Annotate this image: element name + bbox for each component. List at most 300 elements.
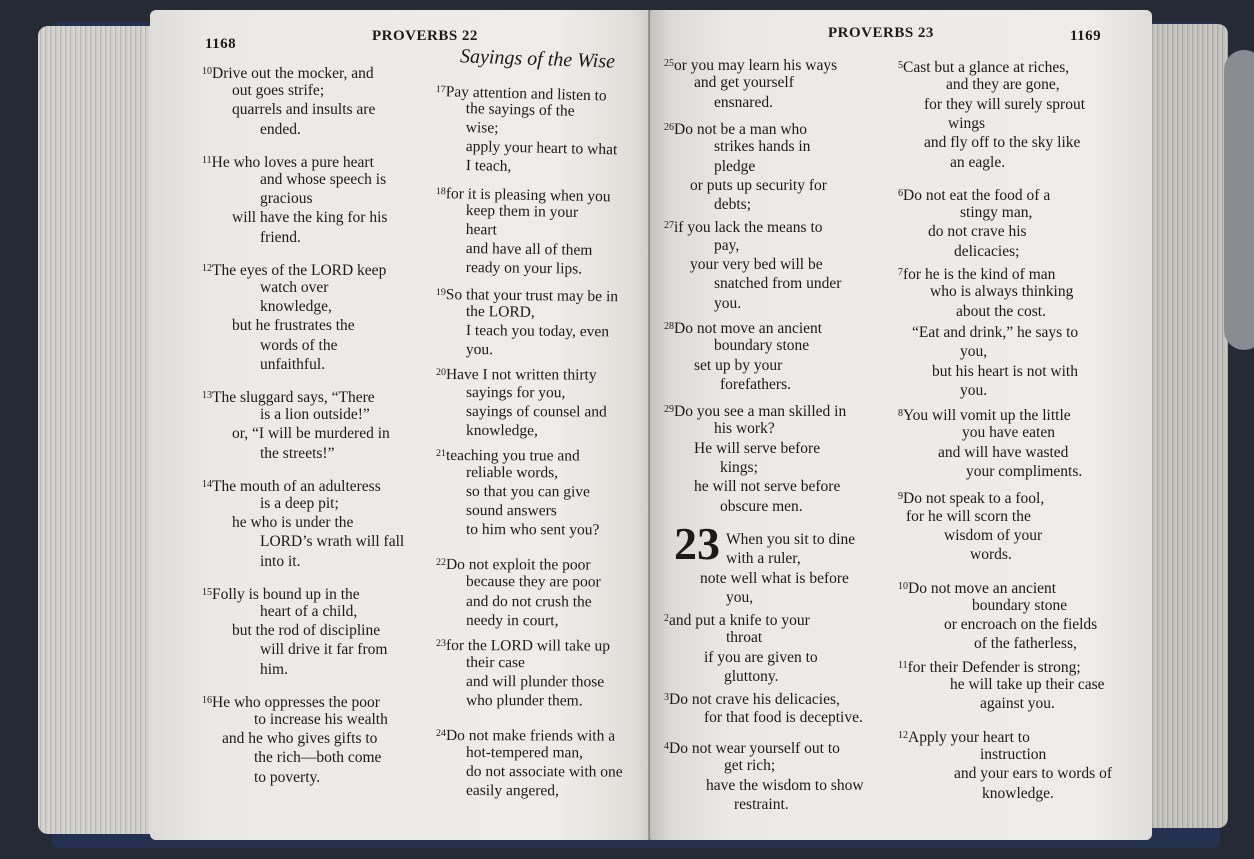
verse-text: against you.	[980, 695, 1055, 713]
verse-text: sayings of counsel and	[465, 402, 607, 421]
text-line	[466, 653, 525, 672]
text-line	[202, 691, 380, 712]
text-line	[232, 208, 387, 227]
verse-text: Pay attention and listen to	[445, 83, 607, 105]
verse-text: Cast but a glance at riches,	[903, 59, 1070, 76]
verse-text: out goes strife;	[232, 82, 325, 100]
text-line	[928, 222, 1027, 241]
text-line	[260, 278, 328, 297]
verse-text: and put a knife to your	[669, 612, 810, 630]
text-line	[436, 363, 597, 385]
verse-number: 11	[898, 659, 908, 671]
verse-text: you.	[714, 294, 742, 312]
text-line	[664, 216, 823, 237]
text-line	[466, 482, 590, 501]
text-line	[466, 762, 623, 782]
verse-text: teaching you true and	[445, 446, 580, 465]
text-line	[954, 242, 1019, 261]
verse-text: your compliments.	[966, 463, 1083, 480]
verse-text: knowledge,	[260, 298, 332, 316]
verse-number: 3	[664, 692, 669, 704]
verse-text: “Eat and drink,” he says to	[912, 323, 1079, 341]
verse-number: 14	[202, 478, 212, 490]
text-line	[260, 336, 338, 355]
verse-text: words of the	[260, 336, 338, 354]
verse-text: Do not make friends with a	[445, 727, 616, 745]
right-running-head: PROVERBS 23	[828, 25, 934, 41]
verse-text: so that you can give	[465, 483, 590, 501]
text-line	[260, 228, 301, 247]
text-line	[714, 93, 773, 112]
text-line	[260, 444, 334, 463]
verse-number: 12	[898, 729, 908, 741]
verse-text: boundary stone	[714, 337, 810, 355]
verse-text: but the rod of discipline	[232, 622, 381, 640]
verse-text: but he frustrates the	[232, 317, 355, 335]
verse-text: ensnared.	[714, 93, 773, 111]
text-line	[202, 151, 374, 172]
text-line	[202, 386, 375, 407]
verse-text: He will serve before	[694, 439, 821, 457]
verse-text: note well what is before	[700, 569, 849, 587]
verse-text: words.	[970, 546, 1012, 564]
verse-text: and get yourself	[694, 74, 794, 92]
text-line	[960, 381, 987, 400]
left-page-edges	[38, 26, 168, 834]
verse-text: knowledge,	[465, 421, 538, 439]
text-line	[232, 513, 353, 532]
text-line	[704, 648, 818, 667]
text-line	[898, 487, 1044, 508]
verse-text: to poverty.	[254, 768, 321, 786]
verse-text: the rich—both come	[254, 749, 382, 767]
verse-text: delicacies;	[954, 242, 1020, 260]
text-line	[232, 621, 380, 640]
verse-text: do not associate with one	[465, 763, 623, 781]
right-page-edges	[1140, 24, 1228, 828]
verse-text: friend.	[260, 228, 301, 246]
left-page-number: 1168	[205, 36, 237, 52]
text-line	[466, 383, 566, 402]
verse-text: Apply your heart to	[908, 728, 1030, 746]
text-line	[946, 75, 1060, 94]
verse-text: apply your heart to what	[465, 138, 618, 159]
verse-text: have the wisdom to show	[706, 776, 864, 794]
verse-text: he will not serve before	[694, 478, 841, 496]
text-line	[924, 133, 1080, 152]
verse-text: Have I not written thirty	[445, 366, 597, 384]
verse-number: 20	[435, 367, 446, 379]
text-line	[948, 114, 985, 133]
text-line	[906, 507, 1031, 526]
text-line	[466, 321, 609, 341]
verse-text: The eyes of the LORD keep	[212, 261, 387, 279]
verse-text: The mouth of an adulteress	[212, 477, 381, 495]
text-line	[690, 176, 827, 195]
text-line	[694, 477, 840, 496]
text-line	[726, 588, 753, 607]
verse-text: forefathers.	[720, 375, 791, 393]
verse-text: for they will surely sprout	[924, 95, 1086, 113]
text-line	[726, 628, 762, 647]
text-line	[260, 552, 300, 571]
verse-text: easily angered,	[465, 782, 559, 800]
verse-text: pledge	[714, 157, 756, 175]
verse-number: 10	[898, 580, 908, 592]
verse-text: because they are poor	[465, 573, 601, 591]
text-line	[724, 667, 779, 686]
verse-number: 13	[202, 390, 212, 401]
text-line	[202, 62, 374, 83]
text-line	[962, 423, 1055, 442]
verse-text: knowledge.	[982, 784, 1054, 802]
text-line	[980, 694, 1055, 713]
verse-number: 21	[435, 447, 446, 459]
verse-text: instruction	[980, 745, 1047, 763]
verse-text: stingy man,	[960, 204, 1033, 222]
text-line	[664, 400, 846, 421]
verse-text: and do not crush the	[465, 592, 592, 610]
text-line	[694, 439, 820, 458]
verse-text: the LORD,	[465, 303, 535, 321]
verse-text: wisdom of your	[944, 526, 1043, 544]
text-line	[260, 660, 288, 679]
text-line	[974, 634, 1077, 653]
verse-number: 29	[664, 404, 674, 416]
verse-text: heart	[465, 220, 497, 239]
verse-text: ended.	[260, 120, 301, 138]
verse-text: unfaithful.	[260, 355, 325, 373]
verse-number: 7	[898, 267, 903, 278]
text-line	[664, 317, 822, 338]
text-line	[714, 195, 751, 214]
text-line	[232, 316, 355, 335]
verse-text: strikes hands in	[714, 138, 811, 156]
text-line	[704, 708, 863, 727]
verse-text: So that your trust may be in	[445, 286, 619, 306]
text-line	[714, 336, 809, 355]
verse-text: heart of a child,	[260, 603, 358, 620]
text-line	[202, 259, 386, 280]
verse-text: hot-tempered man,	[465, 744, 584, 762]
text-line	[950, 153, 1005, 172]
text-line	[932, 362, 1078, 381]
text-line	[972, 596, 1067, 615]
verse-text: him.	[260, 660, 288, 678]
text-line	[714, 157, 755, 176]
verse-number: 28	[664, 320, 674, 332]
text-line	[980, 745, 1046, 764]
text-line	[254, 748, 381, 767]
verse-text: boundary stone	[972, 596, 1068, 614]
text-line	[706, 776, 864, 795]
text-line	[714, 294, 741, 313]
verse-text: He who loves a pure heart	[211, 153, 374, 171]
verse-text: LORD’s wrath will fall	[260, 533, 405, 551]
verse-text: pay,	[714, 236, 740, 254]
verse-text: set up by your	[694, 356, 783, 374]
text-line	[436, 444, 580, 466]
verse-text: I teach you today, even	[465, 322, 610, 341]
section-title: Sayings of the Wise	[459, 45, 616, 73]
text-line	[466, 592, 592, 611]
verse-text: you.	[960, 381, 988, 399]
text-line	[924, 95, 1085, 114]
verse-text: reliable words,	[465, 463, 559, 482]
text-line	[720, 375, 791, 394]
text-line	[260, 120, 301, 139]
verse-text: or you may learn his ways	[674, 57, 838, 74]
text-line	[466, 340, 493, 359]
chapter-number: 23	[674, 518, 720, 569]
text-line	[466, 501, 557, 520]
text-line	[944, 526, 1042, 545]
text-line	[720, 497, 803, 516]
text-line	[982, 784, 1054, 803]
verse-text: about the cost.	[956, 302, 1046, 320]
verse-text: or, “I will be murdered in	[232, 425, 390, 443]
verse-text: throat	[726, 629, 763, 647]
verse-number: 6	[898, 187, 903, 199]
verse-text: if you are given to	[704, 648, 818, 666]
verse-text: or puts up security for	[690, 176, 827, 194]
verse-text: sayings for you,	[465, 383, 566, 401]
text-line	[956, 302, 1046, 321]
verse-text: Do not wear yourself out to	[669, 739, 840, 757]
text-line	[960, 203, 1032, 222]
verse-number: 19	[435, 286, 446, 299]
verse-text: I teach,	[465, 157, 512, 176]
verse-text: is a lion outside!”	[260, 406, 370, 424]
verse-text: his work?	[714, 420, 775, 438]
text-line	[466, 302, 535, 322]
verse-text: Do not exploit the poor	[445, 556, 591, 574]
verse-number: 18	[435, 185, 446, 197]
text-line	[898, 726, 1030, 747]
verse-text: for their Defender is strong;	[907, 658, 1081, 676]
verse-text: and your ears to words of	[954, 765, 1112, 783]
verse-text: needy in court,	[465, 611, 559, 629]
text-line	[700, 569, 849, 588]
text-line	[720, 458, 758, 477]
text-line	[254, 710, 388, 729]
verse-text: Drive out the mocker, and	[212, 65, 374, 82]
verse-number: 8	[898, 408, 903, 420]
verse-text: the streets!”	[260, 444, 335, 462]
verse-text: gluttony.	[724, 668, 779, 685]
text-line	[734, 795, 789, 814]
text-line	[436, 634, 610, 656]
verse-text: Do you see a man skilled in	[674, 403, 847, 421]
verse-text: Do not speak to a fool,	[903, 490, 1045, 508]
text-line	[232, 424, 390, 443]
verse-text: Do not crave his delicacies,	[669, 691, 840, 709]
verse-text: ready on your lips.	[465, 258, 583, 278]
text-line	[954, 764, 1112, 783]
verse-text: obscure men.	[720, 497, 803, 515]
text-line	[466, 672, 604, 691]
verse-text: and fly off to the sky like	[924, 134, 1081, 152]
verse-text: He who oppresses the poor	[212, 693, 380, 711]
verse-text: and they are gone,	[946, 76, 1060, 94]
text-line	[898, 577, 1056, 598]
text-line	[466, 421, 538, 440]
verse-number: 12	[202, 262, 212, 274]
text-line	[260, 640, 387, 659]
verse-text: will have the king for his	[232, 209, 388, 227]
text-line	[466, 402, 607, 421]
verse-text: When you sit to dine	[726, 530, 856, 548]
verse-text: wise;	[465, 119, 499, 137]
text-line	[714, 274, 841, 293]
left-running-head: PROVERBS 22	[372, 28, 478, 44]
right-page	[650, 10, 1152, 840]
verse-text: who is always thinking	[930, 283, 1074, 301]
verse-text: of the fatherless,	[974, 635, 1077, 653]
verse-text: to increase his wealth	[254, 711, 388, 728]
verse-text: get rich;	[724, 757, 776, 775]
text-line	[714, 236, 739, 255]
verse-text: keep them in your	[465, 201, 579, 221]
verse-text: for he is the kind of man	[903, 266, 1056, 283]
verse-number: 2	[664, 613, 669, 625]
verse-text: and have all of them	[465, 239, 593, 259]
verse-text: you,	[960, 343, 988, 361]
text-line	[260, 297, 332, 316]
text-line	[466, 691, 583, 710]
verse-text: he who is under the	[232, 514, 354, 532]
verse-text: kings;	[720, 459, 758, 476]
verse-number: 11	[202, 154, 212, 166]
thumb	[1224, 50, 1254, 350]
text-line	[466, 611, 559, 630]
verse-number: 4	[664, 740, 669, 752]
text-line	[466, 201, 579, 222]
text-line	[260, 494, 339, 513]
verse-text: watch over	[260, 279, 329, 296]
text-line	[714, 419, 775, 438]
verse-text: sound answers	[465, 502, 557, 520]
text-line	[664, 737, 840, 758]
text-line	[260, 355, 325, 374]
text-line	[898, 184, 1050, 205]
verse-text: you have eaten	[962, 424, 1055, 442]
verse-text: and will plunder those	[465, 672, 605, 691]
text-line	[466, 220, 497, 240]
text-line	[466, 156, 512, 176]
verse-number: 24	[435, 728, 446, 740]
text-line	[260, 170, 386, 189]
text-line	[260, 189, 313, 208]
verse-text: restraint.	[734, 795, 789, 813]
text-line	[714, 137, 810, 156]
text-line	[254, 768, 320, 787]
verse-number: 25	[664, 58, 674, 69]
text-line	[260, 405, 370, 424]
verse-text: for the LORD will take up	[445, 636, 611, 655]
verse-text: their case	[465, 653, 525, 672]
verse-text: and whose speech is	[260, 171, 387, 188]
verse-text: will drive it far from	[260, 641, 388, 659]
verse-text: the sayings of the	[465, 100, 575, 120]
text-line	[664, 688, 840, 709]
text-line	[202, 475, 381, 496]
verse-text: is a deep pit;	[260, 495, 339, 512]
verse-number: 17	[435, 83, 446, 96]
verse-text: debts;	[714, 196, 752, 214]
verse-text: he will take up their case	[950, 676, 1105, 693]
text-line	[466, 781, 559, 800]
text-line	[930, 282, 1073, 301]
verse-text: and he who gives gifts to	[222, 730, 378, 748]
text-line	[466, 520, 600, 539]
right-page-number: 1169	[1070, 28, 1102, 44]
verse-text: but his heart is not with	[932, 362, 1078, 380]
verse-number: 26	[664, 121, 674, 133]
verse-text: your very bed will be	[690, 256, 823, 273]
text-line	[726, 530, 855, 549]
verse-text: gracious	[260, 190, 313, 208]
verse-text: for that food is deceptive.	[704, 708, 863, 726]
verse-text: and will have wasted	[938, 443, 1069, 461]
verse-text: The sluggard says, “There	[212, 389, 375, 406]
text-line	[260, 532, 404, 551]
text-line	[222, 729, 377, 748]
verse-text: You will vomit up the little	[903, 407, 1071, 425]
text-line	[960, 342, 987, 361]
verse-text: Folly is bound up in the	[212, 585, 360, 603]
text-line	[260, 602, 357, 621]
text-line	[466, 258, 582, 279]
text-line	[232, 81, 324, 100]
verse-text: snatched from under	[714, 275, 842, 293]
text-line	[466, 463, 558, 482]
verse-text: an eagle.	[950, 153, 1006, 171]
verse-text: or encroach on the fields	[944, 616, 1098, 634]
text-line	[938, 443, 1068, 462]
text-line	[944, 615, 1097, 634]
verse-number: 10	[202, 66, 212, 77]
text-line	[694, 356, 782, 375]
text-line	[950, 675, 1105, 694]
text-line	[726, 549, 801, 568]
verse-text: Do not move an ancient	[908, 579, 1057, 597]
verse-text: into it.	[260, 552, 301, 570]
verse-number: 22	[435, 557, 446, 569]
verse-text: wings	[948, 114, 986, 132]
text-line	[202, 583, 360, 604]
text-line	[466, 572, 601, 591]
left-page	[150, 10, 662, 840]
verse-text: Do not move an ancient	[674, 319, 823, 337]
verse-number: 16	[202, 694, 212, 706]
text-line	[690, 255, 823, 274]
text-line	[694, 73, 794, 92]
verse-number: 9	[898, 491, 903, 503]
verse-text: you.	[465, 341, 494, 359]
text-line	[664, 609, 810, 630]
verse-number: 15	[202, 586, 212, 598]
text-line	[970, 545, 1012, 564]
verse-text: for he will scorn the	[906, 507, 1031, 525]
text-line	[912, 323, 1078, 342]
verse-text: if you lack the means to	[674, 219, 823, 237]
verse-text: you,	[726, 588, 754, 606]
text-line	[466, 118, 499, 138]
text-line	[966, 462, 1082, 481]
text-line	[664, 118, 807, 139]
verse-number: 23	[435, 637, 446, 649]
